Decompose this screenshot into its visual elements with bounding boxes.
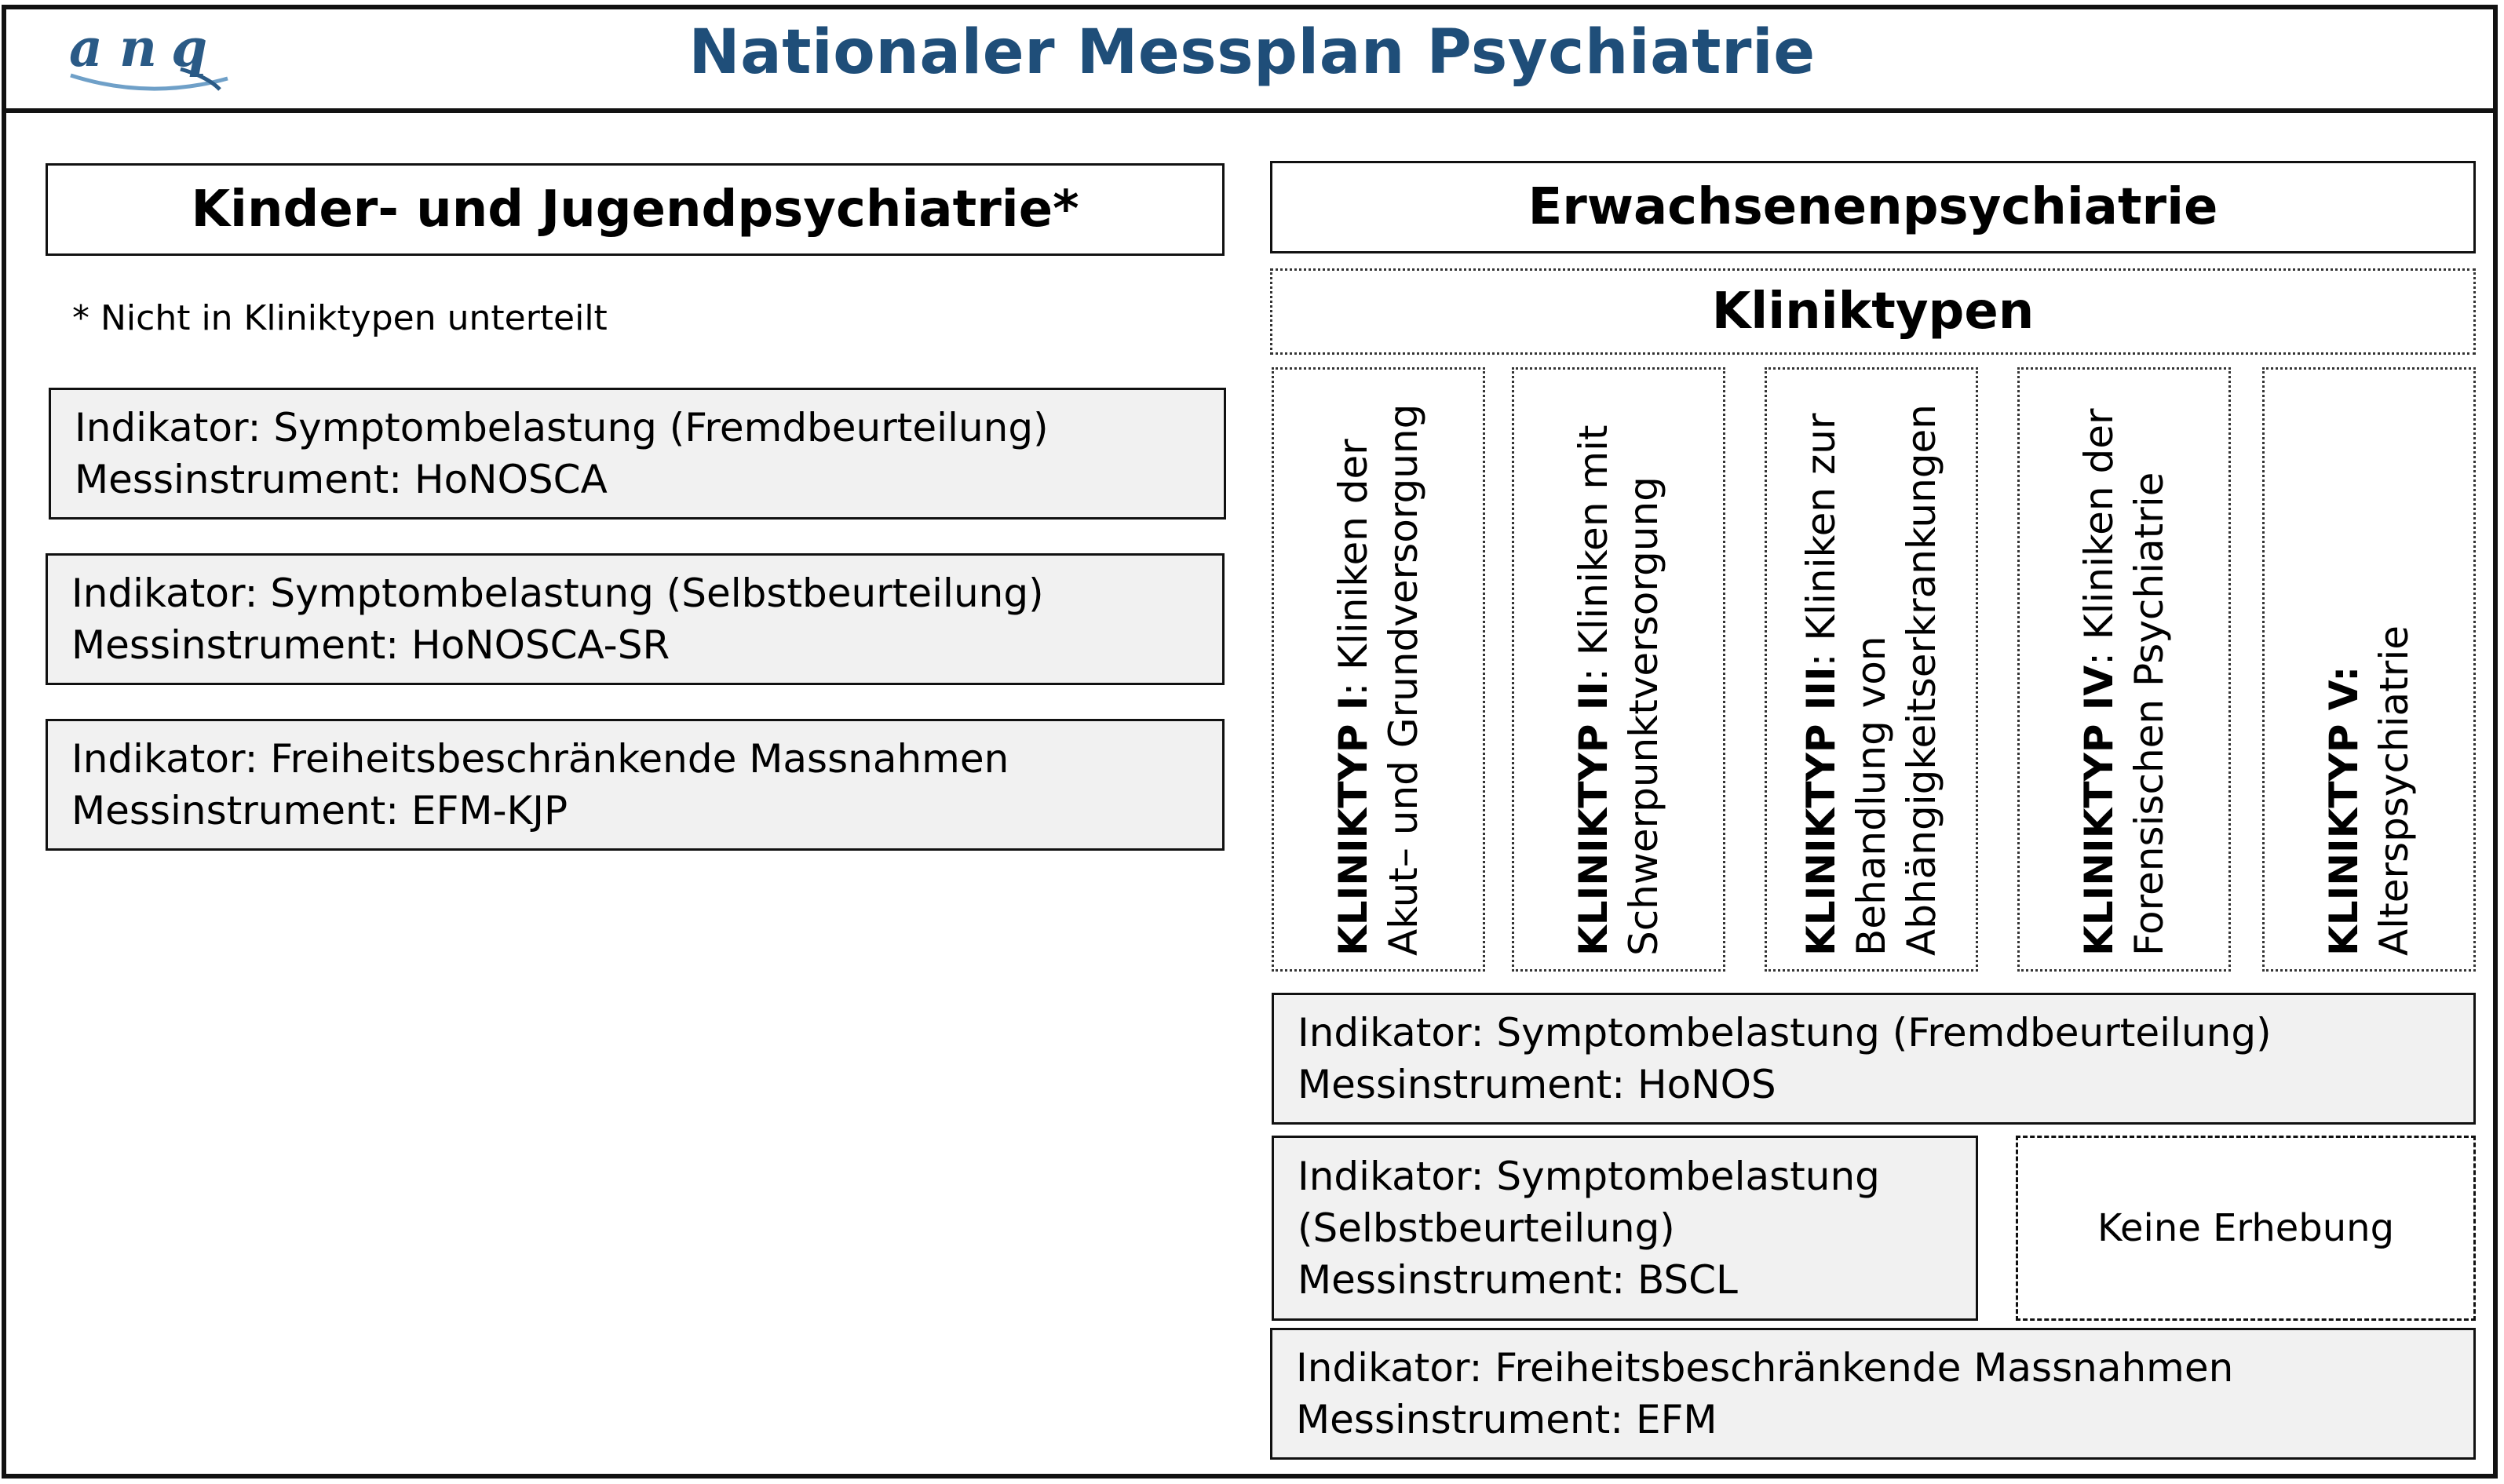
- kliniktyp-1-column: [1272, 367, 1485, 972]
- no-survey-box: Keine Erhebung: [2016, 1136, 2476, 1321]
- svg-text:a: a: [69, 17, 103, 78]
- section-heading-erwachsene: Erwachsenenpsychiatrie: [1270, 161, 2476, 253]
- footnote: * Nicht in Kliniktypen unterteilt: [72, 298, 608, 338]
- page-title: Nationaler Messplan Psychiatrie: [688, 17, 1816, 88]
- indicator-label: Indikator: Freiheitsbeschränkende Massnahmen: [71, 736, 1009, 782]
- indicator-label: Indikator: Symptombelastung (Fremdbeurteilung): [75, 405, 1049, 450]
- instrument-label: Messinstrument: HoNOSCA: [75, 457, 608, 502]
- indicator-box: [1270, 1328, 2476, 1460]
- indicator-box: [1272, 1136, 1978, 1321]
- indicator-label: Indikator: Freiheitsbeschränkende Massnahmen: [1296, 1345, 2234, 1391]
- instrument-label: Messinstrument: HoNOSCA-SR: [71, 622, 670, 668]
- kliniktyp-3-label: KLINIKTYP III: Kliniken zur Behandlung von Abhängigkeitserkrankungen: [1798, 404, 1944, 956]
- kliniktyp-4-label: KLINIKTYP IV: Kliniken der Forensischen Psychiatrie: [2076, 408, 2172, 956]
- instrument-label: Messinstrument: EFM-KJP: [71, 788, 568, 833]
- indicator-box: [46, 553, 1225, 685]
- svg-text:n: n: [119, 17, 157, 78]
- instrument-label: Messinstrument: HoNOS: [1298, 1062, 1776, 1107]
- indicator-box: [46, 719, 1225, 851]
- kliniktyp-5-column: [2262, 367, 2476, 972]
- indicator-label: (Selbstbeurteilung): [1298, 1205, 1675, 1251]
- kliniktyp-3-column: [1765, 367, 1978, 972]
- kliniktyp-2-column: [1512, 367, 1725, 972]
- kliniktyp-5-label: KLINIKTYP V: Alterspsychiatrie: [2321, 625, 2417, 956]
- kliniktyp-2-label: KLINIKTYP II: Kliniken mit Schwerpunktversorgung: [1571, 425, 1666, 956]
- header-divider: [2, 108, 2498, 113]
- indicator-label: Indikator: Symptombelastung: [1298, 1154, 1880, 1199]
- instrument-label: Messinstrument: BSCL: [1298, 1257, 1738, 1303]
- indicator-label: Indikator: Symptombelastung (Fremdbeurteilung): [1298, 1010, 2272, 1056]
- indicator-box: [49, 388, 1226, 520]
- kliniktyp-1-label: KLINIKTYP I: Kliniken der Akut– und Grundversorgung: [1330, 403, 1426, 956]
- indicator-label: Indikator: Symptombelastung (Selbstbeurteilung): [71, 571, 1044, 616]
- instrument-label: Messinstrument: EFM: [1296, 1397, 1717, 1442]
- kliniktypen-heading: Kliniktypen: [1270, 268, 2476, 355]
- indicator-box: [1272, 993, 2476, 1125]
- svg-text:q: q: [171, 17, 208, 78]
- kliniktyp-4-column: [2017, 367, 2231, 972]
- section-heading-kinder: Kinder- und Jugendpsychiatrie*: [46, 163, 1225, 256]
